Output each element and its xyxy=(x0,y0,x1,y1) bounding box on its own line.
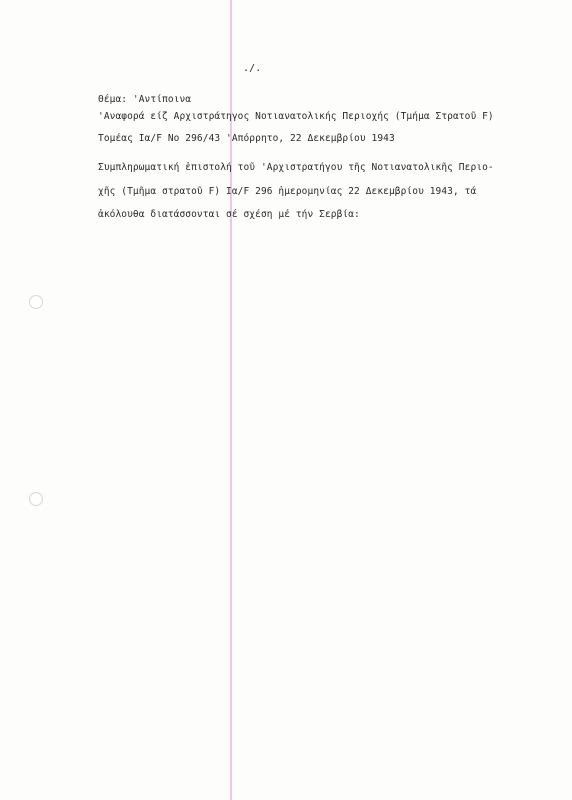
report-reference-line: 'Αναφορά είζ Αρχιστράτηγος Νοτιανατολικής Περιοχής (Τμήμα Στρατοῦ F) xyxy=(98,111,494,122)
continuation-marker: ./. xyxy=(243,63,262,74)
body-text-line: ἀκόλουθα διατάσσονται σέ σχέση μέ τήν Σερβία: xyxy=(98,209,360,220)
sector-reference-line: Τομέας Ια/F Νο 296/43 'Απόρρητο, 22 Δεκεμβρίου 1943 xyxy=(98,133,395,144)
subject-line: Θέμα: 'Αντίποινα xyxy=(98,94,192,105)
body-text-line: Συμπληρωματική ἐπιστολή τοῦ 'Αρχιστρατήγου τῆς Νοτιανατολικῆς Περιο- xyxy=(98,162,494,173)
body-text-line: χῆς (Τμῆμα στρατοῦ F) Ια/F 296 ἡμερομηνίας 22 Δεκεμβρίου 1943, τά xyxy=(98,186,477,197)
punch-hole-top xyxy=(29,295,43,309)
punch-hole-bottom xyxy=(29,492,43,506)
